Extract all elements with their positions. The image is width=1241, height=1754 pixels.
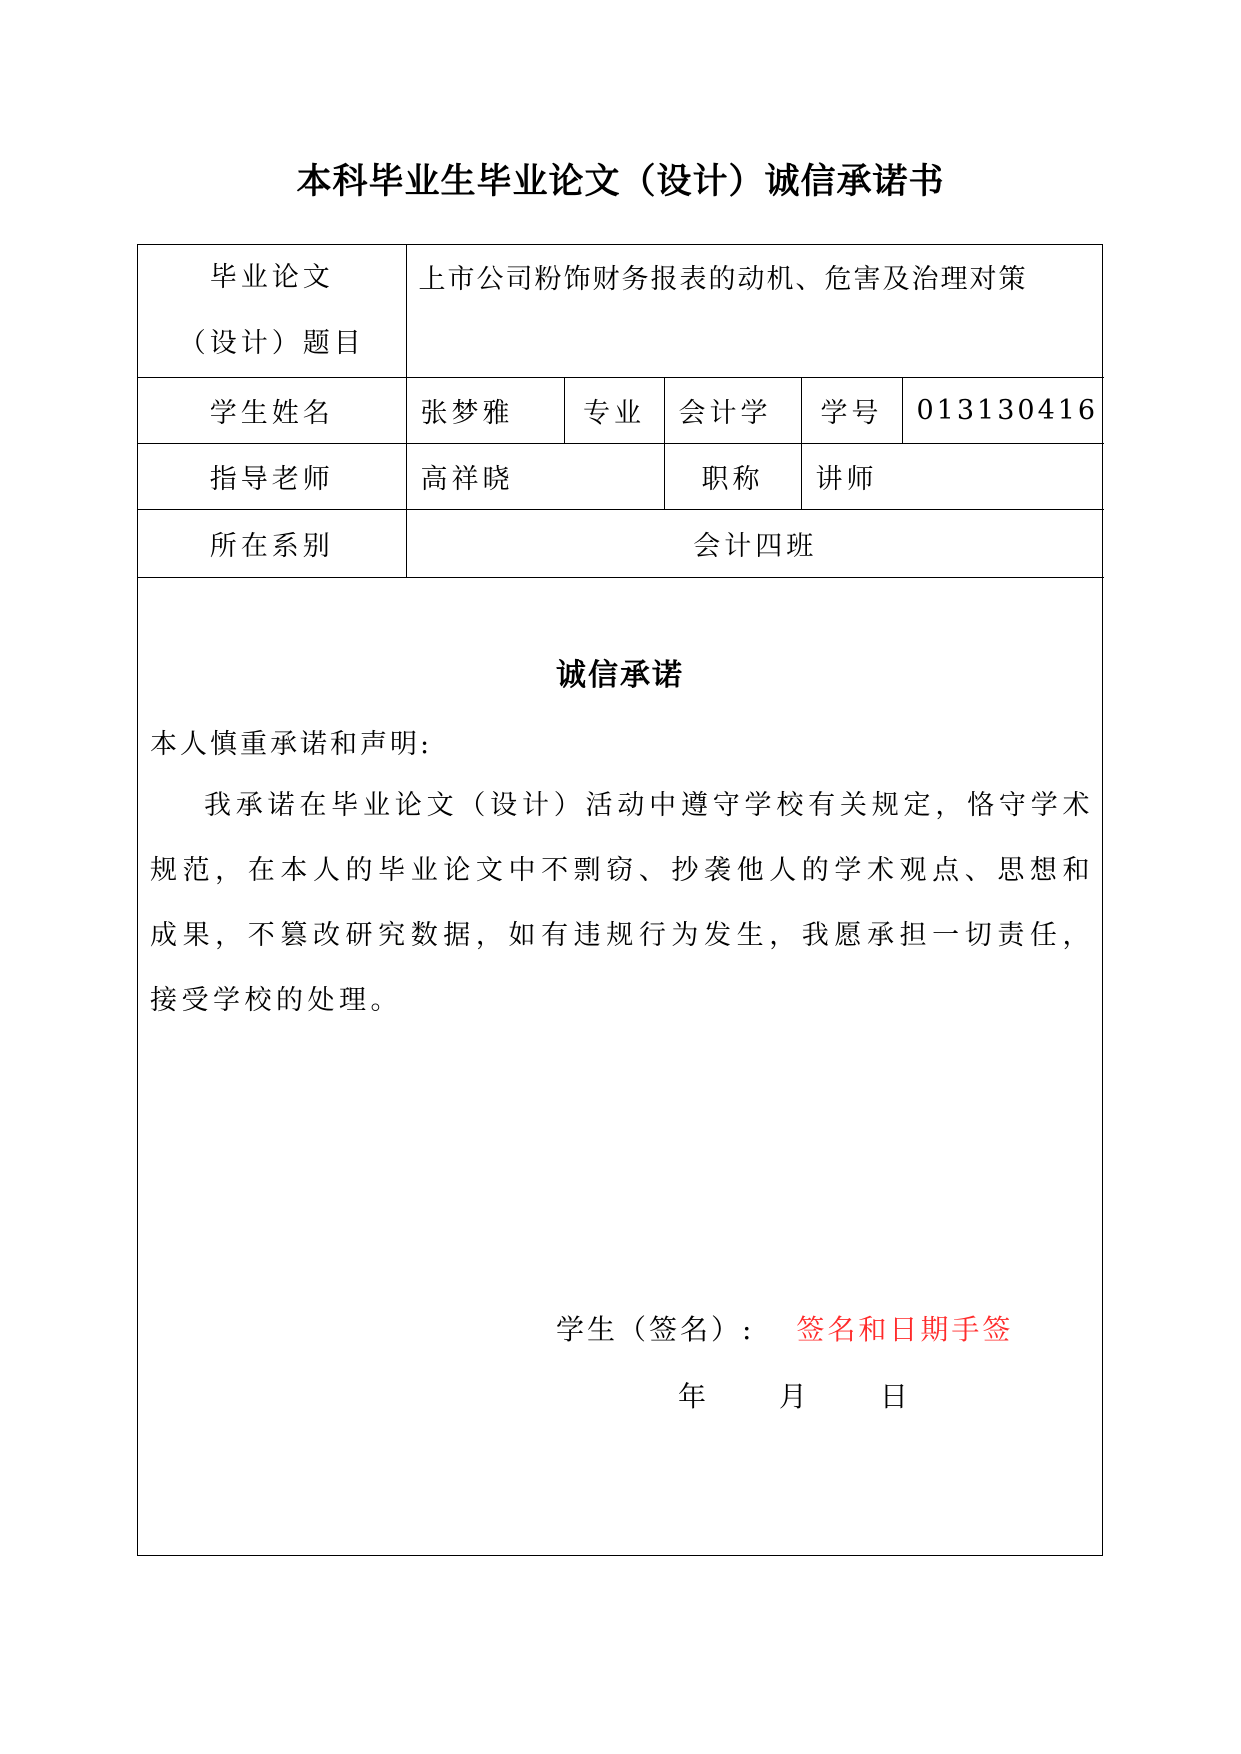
dept-value: 会计四班	[406, 510, 1104, 578]
advisor-label: 指导老师	[138, 444, 406, 510]
pledge-form-frame	[137, 244, 1103, 1556]
document-title: 本科毕业生毕业论文（设计）诚信承诺书	[296, 162, 945, 202]
topic-row	[138, 245, 1104, 378]
dept-label: 所在系别	[138, 510, 406, 578]
signature-label: 学生（签名）:	[556, 1313, 755, 1346]
rank-label: 职称	[664, 444, 801, 510]
pledge-intro: 本人慎重承诺和声明:	[150, 729, 433, 760]
date-day-label: 日	[879, 1380, 908, 1413]
signature-handwritten-note: 签名和日期手签	[796, 1313, 1014, 1346]
signature-line	[556, 1308, 1013, 1348]
student-id-label: 学号	[801, 378, 902, 444]
advisor-row	[138, 444, 1104, 510]
student-row	[138, 378, 1104, 444]
topic-label-cell	[138, 245, 406, 378]
major-label: 专业	[564, 378, 664, 444]
student-name-label: 学生姓名	[138, 378, 406, 444]
date-month-label: 月	[778, 1380, 807, 1413]
pledge-heading: 诚信承诺	[556, 658, 684, 693]
pledge-body: 我承诺在毕业论文（设计）活动中遵守学校有关规定，恪守学术规范，在本人的毕业论文中不剽窃、抄袭他人的学术观点、思想和成果，不篡改研究数据，如有违规行为发生，我愿承担一切责任，接受学校的处理。	[150, 790, 1094, 1016]
info-table	[138, 245, 1104, 578]
date-line	[678, 1375, 908, 1415]
rank-value: 讲师	[801, 444, 1104, 510]
date-year-label: 年	[678, 1380, 707, 1413]
topic-value: 上市公司粉饰财务报表的动机、危害及治理对策	[406, 245, 1104, 378]
dept-row	[138, 510, 1104, 578]
advisor-value: 高祥晓	[406, 444, 664, 510]
topic-label-line2: （设计）题目	[178, 328, 365, 359]
student-id-value: 013130416	[902, 378, 1104, 444]
topic-label-line1: 毕业论文	[209, 262, 334, 293]
major-value: 会计学	[664, 378, 801, 444]
student-name-value: 张梦雅	[406, 378, 564, 444]
